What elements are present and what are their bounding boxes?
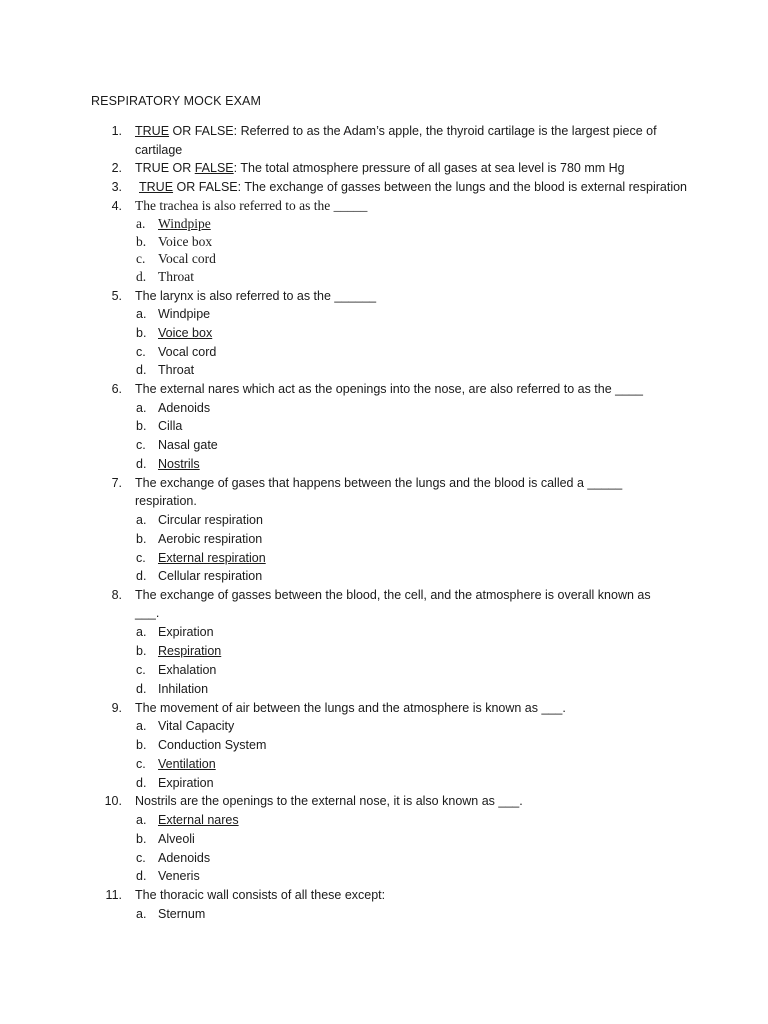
option-text: Conduction System <box>158 738 267 752</box>
option-letter: c. <box>136 851 146 865</box>
question-text: The exchange of gasses between the blood, the cell, and the atmosphere is overall known as <box>135 588 651 602</box>
question-statement: : The total atmosphere pressure of all gases at sea level is 780 mm Hg <box>233 161 625 175</box>
question-text: The movement of air between the lungs and the atmosphere is known as ___. <box>135 701 566 715</box>
option-letter: d. <box>136 869 147 883</box>
option-letter: b. <box>136 832 147 846</box>
option-letter: d. <box>136 776 147 790</box>
question-text-continued: ___. <box>135 606 160 620</box>
option-letter: d. <box>136 457 147 471</box>
question-number: 4. <box>111 199 122 213</box>
option-letter: d. <box>136 682 147 696</box>
exam-title: RESPIRATORY MOCK EXAM <box>91 94 261 108</box>
option-text: Adenoids <box>158 401 211 415</box>
option-text-answer: Windpipe <box>158 216 211 231</box>
option-text: Exhalation <box>158 663 217 677</box>
option-text: Throat <box>158 363 195 377</box>
option-letter: a. <box>136 813 147 827</box>
option-letter: c. <box>136 757 146 771</box>
question-statement: OR FALSE: Referred to as the Adam’s apple, the thyroid cartilage is the largest piece of <box>169 124 657 138</box>
question-text: The external nares which act as the openings into the nose, are also referred to as the ____ <box>135 382 643 396</box>
option-letter: a. <box>136 401 147 415</box>
question-text-continued: respiration. <box>135 494 197 508</box>
option-letter: a. <box>136 625 147 639</box>
option-letter: c. <box>136 663 146 677</box>
option-letter: c. <box>136 438 146 452</box>
option-text: Throat <box>158 269 194 284</box>
option-text: Aerobic respiration <box>158 532 263 546</box>
option-text: Circular respiration <box>158 513 263 527</box>
option-text-answer: Nostrils <box>158 457 200 471</box>
answer-false: FALSE <box>194 161 234 175</box>
option-letter: b. <box>136 234 147 249</box>
option-letter: c. <box>136 251 146 266</box>
question-number: 2. <box>111 161 122 175</box>
question-text <box>135 160 625 176</box>
option-letter: b. <box>136 419 147 433</box>
option-letter: b. <box>136 738 147 752</box>
option-letter: b. <box>136 532 147 546</box>
question-number: 8. <box>111 588 122 602</box>
question-text: The thoracic wall consists of all these except: <box>135 888 386 902</box>
question-number: 5. <box>111 289 122 303</box>
question-text: Nostrils are the openings to the external nose, it is also known as ___. <box>135 794 523 808</box>
question-number: 3. <box>111 180 122 194</box>
option-text: Cellular respiration <box>158 569 263 583</box>
question-prefix: TRUE OR <box>135 161 195 175</box>
option-letter: a. <box>136 307 147 321</box>
option-text: Inhilation <box>158 682 209 696</box>
option-letter: b. <box>136 326 147 340</box>
option-text: Expiration <box>158 625 214 639</box>
answer-true: TRUE <box>135 124 170 138</box>
option-letter: c. <box>136 551 146 565</box>
option-text-answer: Ventilation <box>158 757 216 771</box>
question-text: The larynx is also referred to as the ______ <box>135 289 377 303</box>
option-text: Sternum <box>158 907 206 921</box>
option-letter: d. <box>136 363 147 377</box>
option-text: Vocal cord <box>158 251 216 266</box>
option-text-answer: Voice box <box>158 326 213 340</box>
option-letter: a. <box>136 719 147 733</box>
question-number: 1. <box>111 124 122 138</box>
option-letter: a. <box>136 907 147 921</box>
option-letter: c. <box>136 345 146 359</box>
option-text: Vocal cord <box>158 345 217 359</box>
question-text: The trachea is also referred to as the _____ <box>135 198 368 213</box>
question-statement: OR FALSE: The exchange of gasses between the lungs and the blood is external respiration <box>173 180 688 194</box>
question-number: 7. <box>111 476 122 490</box>
option-letter: d. <box>136 569 147 583</box>
option-letter: a. <box>136 513 147 527</box>
option-text: Vital Capacity <box>158 719 235 733</box>
answer-true: TRUE <box>139 180 174 194</box>
option-text: Veneris <box>158 869 200 883</box>
question-text <box>135 123 657 139</box>
option-text: Nasal gate <box>158 438 218 452</box>
option-text: Voice box <box>158 234 213 249</box>
option-letter: d. <box>136 269 147 284</box>
option-letter: b. <box>136 644 147 658</box>
question-text <box>139 179 687 195</box>
option-text-answer: External nares <box>158 813 239 827</box>
option-text-answer: Respiration <box>158 644 222 658</box>
question-number: 11. <box>105 888 122 902</box>
option-text: Windpipe <box>158 307 211 321</box>
question-number: 6. <box>111 382 122 396</box>
question-number: 9. <box>111 701 122 715</box>
option-text: Cilla <box>158 419 183 433</box>
question-text: The exchange of gases that happens between the lungs and the blood is called a _____ <box>135 476 623 490</box>
option-text: Alveoli <box>158 832 195 846</box>
question-number: 10. <box>104 794 122 808</box>
option-text: Adenoids <box>158 851 211 865</box>
option-text-answer: External respiration <box>158 551 266 565</box>
option-letter: a. <box>136 216 146 231</box>
question-text-continued: cartilage <box>135 143 183 157</box>
option-text: Expiration <box>158 776 214 790</box>
